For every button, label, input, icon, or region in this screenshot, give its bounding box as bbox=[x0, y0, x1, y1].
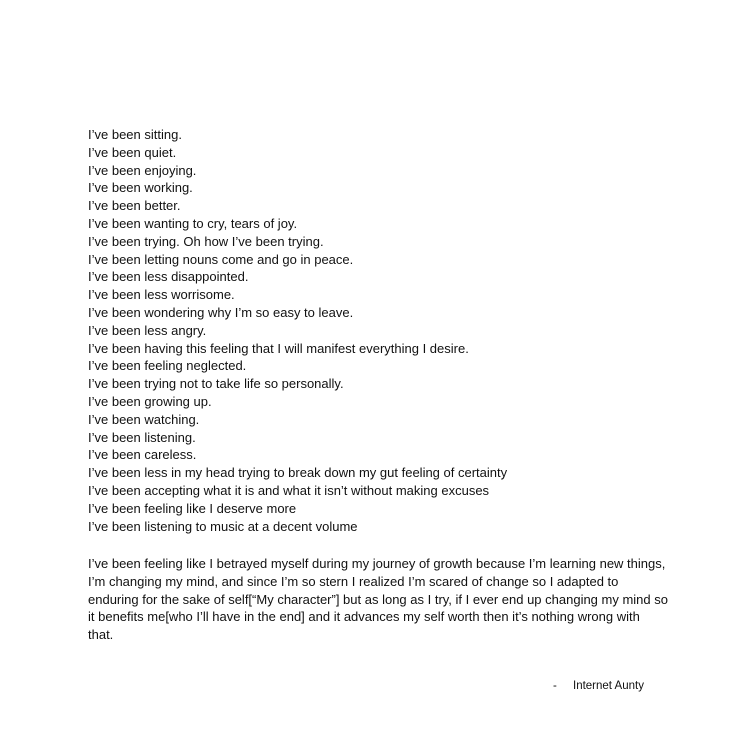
poem-line: I’ve been letting nouns come and go in peace. bbox=[88, 251, 354, 267]
signature-dash: - bbox=[553, 680, 557, 692]
poem-line: I’ve been less worrisome. bbox=[88, 287, 235, 303]
poem-line: I’ve been growing up. bbox=[88, 393, 212, 409]
poem-line: I’ve been working. bbox=[88, 180, 193, 196]
poem-line: I’ve been trying. Oh how I’ve been trying. bbox=[88, 233, 324, 249]
signature bbox=[553, 678, 644, 694]
poem-line: I’ve been having this feeling that I will manifest everything I desire. bbox=[88, 340, 469, 356]
poem-lines bbox=[88, 126, 688, 535]
poem-line: I’ve been sitting. bbox=[88, 127, 182, 142]
poem-line: I’ve been watching. bbox=[88, 411, 200, 427]
poem-line: I’ve been enjoying. bbox=[88, 162, 197, 178]
poem-line: I’ve been less disappointed. bbox=[88, 269, 249, 285]
poem-line: I’ve been listening. bbox=[88, 429, 196, 445]
poem-line: I’ve been trying not to take life so personally. bbox=[88, 376, 344, 392]
poem-line: I’ve been better. bbox=[88, 198, 181, 214]
poem-line: I’ve been feeling like I deserve more bbox=[88, 500, 297, 516]
poem-line: I’ve been feeling neglected. bbox=[88, 358, 247, 374]
poem-line: I’ve been wanting to cry, tears of joy. bbox=[88, 215, 298, 231]
closing-paragraph: I’ve been feeling like I betrayed myself during my journey of growth because I’m learning new things, I’m changing my mind, and since I’m so stern I realized I’m scared of change so I adapted to enduring for the sake of self[“My character”] but as long as I try, if I ever end up changing my mind so it benefits me[who I’ll have in the end] and it advances my self worth then it’s nothing wrong with that. bbox=[88, 556, 668, 643]
poem-line: I’ve been careless. bbox=[88, 447, 197, 463]
poem-line: I’ve been accepting what it is and what it isn’t without making excuses bbox=[88, 482, 490, 498]
poem-line: I’ve been wondering why I’m so easy to leave. bbox=[88, 304, 354, 320]
poem-line: I’ve been less angry. bbox=[88, 322, 207, 338]
poem-line: I’ve been less in my head trying to break down my gut feeling of certainty bbox=[88, 465, 508, 481]
poem-line: I’ve been listening to music at a decent volume bbox=[88, 518, 358, 534]
signature-author: Internet Aunty bbox=[573, 680, 644, 692]
poem-line: I’ve been quiet. bbox=[88, 144, 177, 160]
